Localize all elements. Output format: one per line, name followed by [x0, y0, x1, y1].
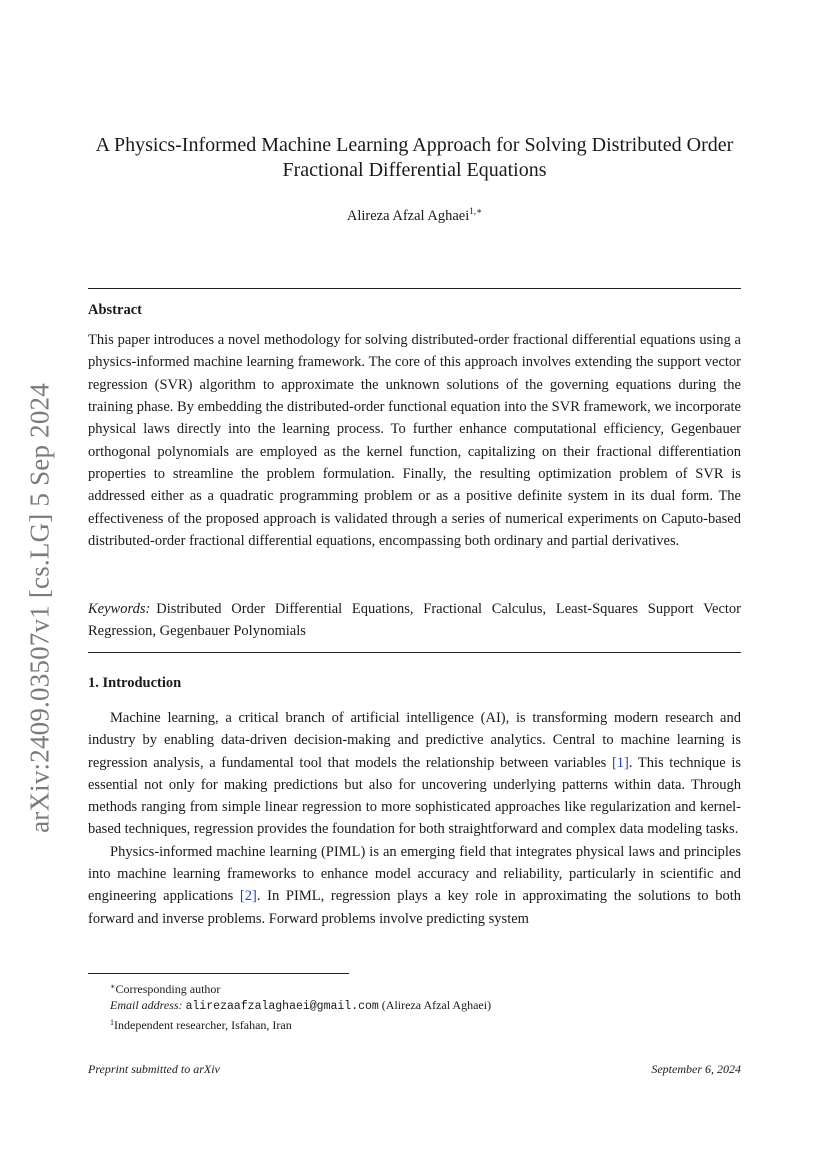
footnote-corresponding-text: Corresponding author — [115, 982, 221, 996]
citation-link-1[interactable]: [1] — [611, 754, 629, 771]
footnote-affiliation — [88, 1015, 741, 1033]
intro-paragraph-2 — [88, 841, 741, 930]
keywords-line — [88, 598, 741, 642]
arxiv-sidebar-stamp — [20, 370, 60, 845]
arxiv-identifier: arXiv:2409.03507v1 [cs.LG] 5 Sep 2024 — [24, 382, 55, 833]
footnote-corresponding — [88, 979, 741, 997]
email-address-link[interactable]: alirezaafzalaghaei@gmail.com — [185, 1000, 379, 1013]
citation-link-2[interactable]: [2] — [239, 888, 257, 905]
intro-paragraph-1 — [88, 707, 741, 841]
email-label: Email address: — [110, 998, 183, 1012]
affiliation-text: Independent researcher, Isfahan, Iran — [114, 1018, 292, 1032]
footnote-mark-1: 1 — [110, 1018, 114, 1027]
footnote-email — [88, 997, 741, 1015]
introduction-body — [88, 707, 741, 930]
abstract-top-rule — [88, 288, 741, 289]
abstract-body: This paper introduces a novel methodology for solving distributed-order fractional differential equations using a physics-informed machine learning framework. The core of this approach involves extending the support vector regression (SVR) algorithm to approximate the unknown solutions of the governing equations during the training phase. By embedding the distributed-order functional equation into the SVR framework, we incorporate physical laws directly into the learning process. To further enhance computational efficiency, Gegenbauer orthogonal polynomials are employed as the kernel function, capitalizing on their fractional differentiation properties to streamline the problem formulation. Finally, the resulting optimization problem of SVR is addressed either as a quadratic programming problem or as a positive definite system in its dual form. The effectiveness of the proposed approach is validated through a series of numerical experiments on Caputo-based distributed-order fractional differential equations, encompassing both ordinary and partial derivatives. — [88, 332, 741, 550]
author-name: Alireza Afzal Aghaei — [346, 208, 470, 224]
intro-p1-text-b: . This technique is essential not only for making predictions but also for uncovering underlying patterns within data. Through methods ranging from simple linear regression to more sophisticated approaches like regularization and kernel-based techniques, regression provides the foundation for both straightforward and complex data modeling tasks. — [88, 754, 741, 838]
email-owner-name: (Alireza Afzal Aghaei) — [381, 998, 492, 1012]
author-line — [88, 206, 741, 225]
footnote-mark-star: ∗ — [110, 982, 116, 991]
footer-date: September 6, 2024 — [651, 1062, 741, 1076]
footer-preprint-note: Preprint submitted to arXiv — [88, 1062, 220, 1076]
keywords-list: Distributed Order Differential Equations, Fractional Calculus, Least-Squares Support Vector Regression, Gegenbauer Polynomials — [88, 601, 741, 639]
intro-p1-text-a: Machine learning, a critical branch of artificial intelligence (AI), is transforming modern research and industry by enabling data-driven decision-making and predictive analytics. Central to machine learning is regression analysis, a fundamental tool that models the relationship between variables — [88, 710, 741, 771]
intro-p2-text-a: Physics-informed machine learning (PIML) is an emerging field that integrates physical laws and principles into machine learning frameworks to enhance model accuracy and reliability, particularly in scientific and engineering applications — [88, 843, 741, 905]
abstract-heading: Abstract — [88, 302, 142, 318]
section-heading-introduction: 1. Introduction — [88, 675, 182, 691]
paper-title: A Physics-Informed Machine Learning Approach for Solving Distributed Order Fractional Differential Equations — [95, 134, 734, 181]
intro-p2-text-b: . In PIML, regression plays a key role in approximating the solutions to both forward and inverse problems. Forward problems involve predicting system — [88, 888, 741, 927]
footnotes — [88, 979, 741, 1033]
author-affiliation-mark: 1,∗ — [469, 206, 483, 216]
footnote-rule — [88, 973, 349, 974]
abstract-bottom-rule — [88, 652, 741, 653]
keywords-label: Keywords: — [88, 601, 151, 617]
